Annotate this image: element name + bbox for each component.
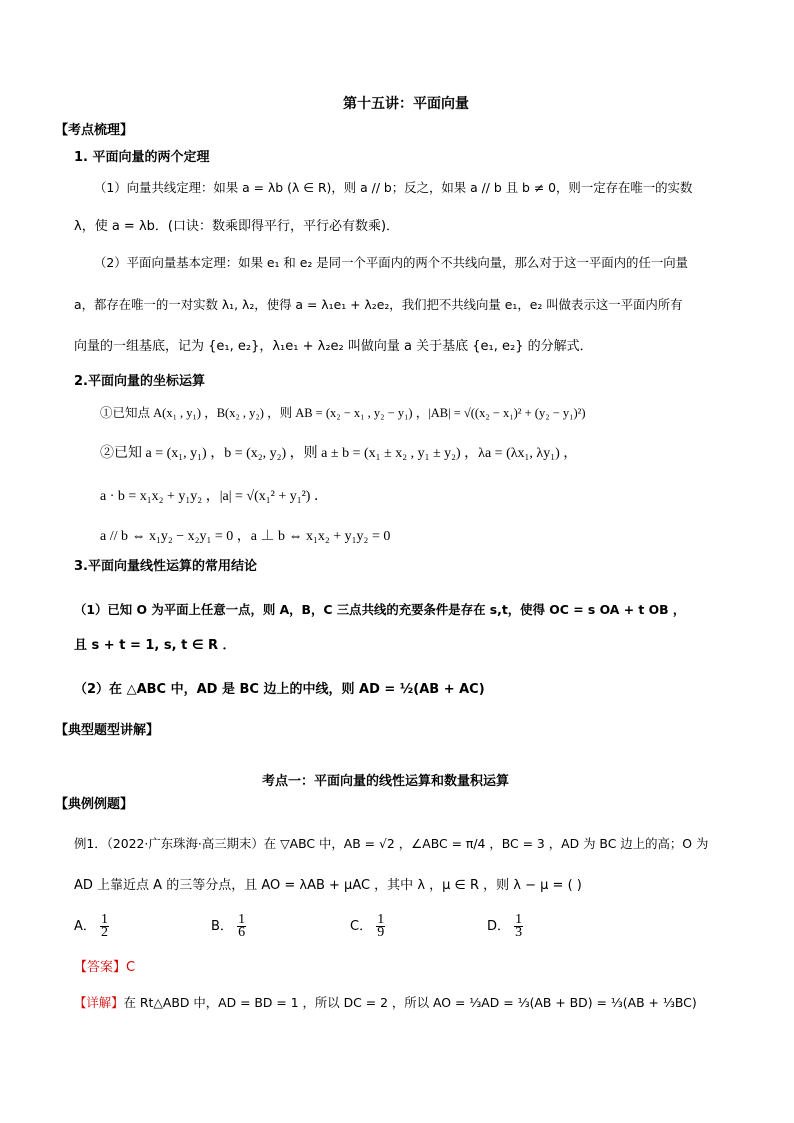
section-heading-1: 1. 平面向量的两个定理 (74, 150, 210, 165)
coord-rule-parallel: a // b ⇔ x₁y₂ − x₂y₁ = 0 ，a ⊥ b ⇔ x₁x₂ + y₁y₂ = 0 (100, 529, 391, 544)
option-b-numerator: 1 (238, 912, 246, 927)
option-b-fraction (237, 914, 246, 939)
option-b-denominator: 6 (238, 925, 246, 940)
coord-rule-dot: a · b = x₁x₂ + y₁y₂ ，|a| = √(x₁² + y₁²) ． (100, 489, 328, 504)
coord-rule-points: ①已知点 A(x₁ , y₁) ，B(x₂ , y₂) ，则 AB = (x₂ − x₁ , y₂ − y₁) ，|AB| = √((x₂ − x₁)² + (y₂ − y₁)²) (100, 406, 586, 420)
section-label-dianxing: 【典型题型讲解】 (55, 723, 160, 738)
theorem-basis-line1: （2）平面向量基本定理：如果 e₁ 和 e₂ 是同一个平面内的两个不共线向量，那么对于这一平面内的任一向量 (94, 255, 689, 270)
option-b-label: B． (211, 919, 233, 934)
section-heading-2: 2.平面向量的坐标运算 (74, 374, 205, 389)
detail-text: 在 Rt△ABD 中，AD = BD = 1 ，所以 DC = 2 ，所以 AO = ⅓AD = ⅓(AB + BD) = ⅓(AB + ⅓BC) (123, 995, 697, 1010)
theorem-collinear-line2: λ，使 a = λb．(口诀：数乘即得平行，平行必有数乘)． (74, 219, 400, 234)
conclusion-collinear-line1: （1）已知 O 为平面上任意一点，则 A，B，C 三点共线的充要条件是存在 s,t，使得 OC = s OA + t OB ， (74, 602, 686, 617)
theorem-basis-line3: 向量的一组基底，记为 {e₁, e₂}，λ₁e₁ + λ₂e₂ 叫做向量 a 关于基底 {e₁, e₂} 的分解式． (74, 339, 593, 354)
option-d-numerator: 1 (515, 912, 523, 927)
page-title: 第十五讲：平面向量 (343, 96, 469, 112)
option-c-fraction (376, 914, 385, 939)
option-c (350, 914, 385, 939)
conclusion-collinear-line2: 且 s + t = 1, s, t ∈ R ． (74, 638, 236, 653)
option-d-denominator: 3 (515, 925, 523, 940)
option-a-denominator: 2 (101, 925, 109, 940)
detail-tag: 【详解】 (74, 995, 124, 1010)
detail-line (74, 997, 697, 1009)
option-a-label: A． (74, 919, 96, 934)
option-d-fraction (514, 914, 523, 939)
section-label-dianli: 【典例例题】 (55, 797, 134, 812)
option-c-denominator: 9 (377, 925, 385, 940)
option-a-numerator: 1 (101, 912, 109, 927)
option-c-numerator: 1 (377, 912, 385, 927)
option-a (74, 914, 109, 939)
section-label-kaodian: 【考点梳理】 (55, 123, 134, 138)
option-a-fraction (100, 914, 109, 939)
topic-heading-1: 考点一：平面向量的线性运算和数量积运算 (262, 774, 510, 789)
example-1-line1: 例1．（2022·广东珠海·高三期末）在 ▽ABC 中，AB = √2 ，∠ABC = π/4 ，BC = 3 ，AD 为 BC 边上的高；O 为 (74, 836, 709, 851)
option-b (211, 914, 246, 939)
answer-tag: 【答案】 (74, 960, 127, 975)
option-c-label: C． (350, 919, 373, 934)
coord-rule-vectors: ②已知 a = (x₁, y₁) ，b = (x₂, y₂) ，则 a ± b = (x₁ ± x₂ , y₁ ± y₂) ，λa = (λx₁, λy₁) ， (100, 446, 578, 461)
example-1-line2: AD 上靠近点 A 的三等分点，且 AO = λAB + μAC ，其中 λ ，μ ∈ R ，则 λ − μ = ( ) (74, 878, 582, 893)
conclusion-median: （2）在 △ABC 中，AD 是 BC 边上的中线，则 AD = ½(AB + AC) (74, 682, 485, 697)
theorem-collinear-line1: （1）向量共线定理：如果 a = λb (λ ∈ R)，则 a // b；反之，如果 a // b 且 b ≠ 0，则一定存在唯一的实数 (94, 180, 693, 195)
option-d (487, 914, 523, 939)
answer-line (74, 961, 135, 974)
theorem-basis-line2: a，都存在唯一的一对实数 λ₁, λ₂，使得 a = λ₁e₁ + λ₂e₂，我们把不共线向量 e₁，e₂ 叫做表示这一平面内所有 (74, 297, 683, 312)
option-d-label: D． (487, 919, 511, 934)
section-heading-3: 3.平面向量线性运算的常用结论 (74, 559, 257, 574)
answer-value: C (126, 960, 136, 975)
